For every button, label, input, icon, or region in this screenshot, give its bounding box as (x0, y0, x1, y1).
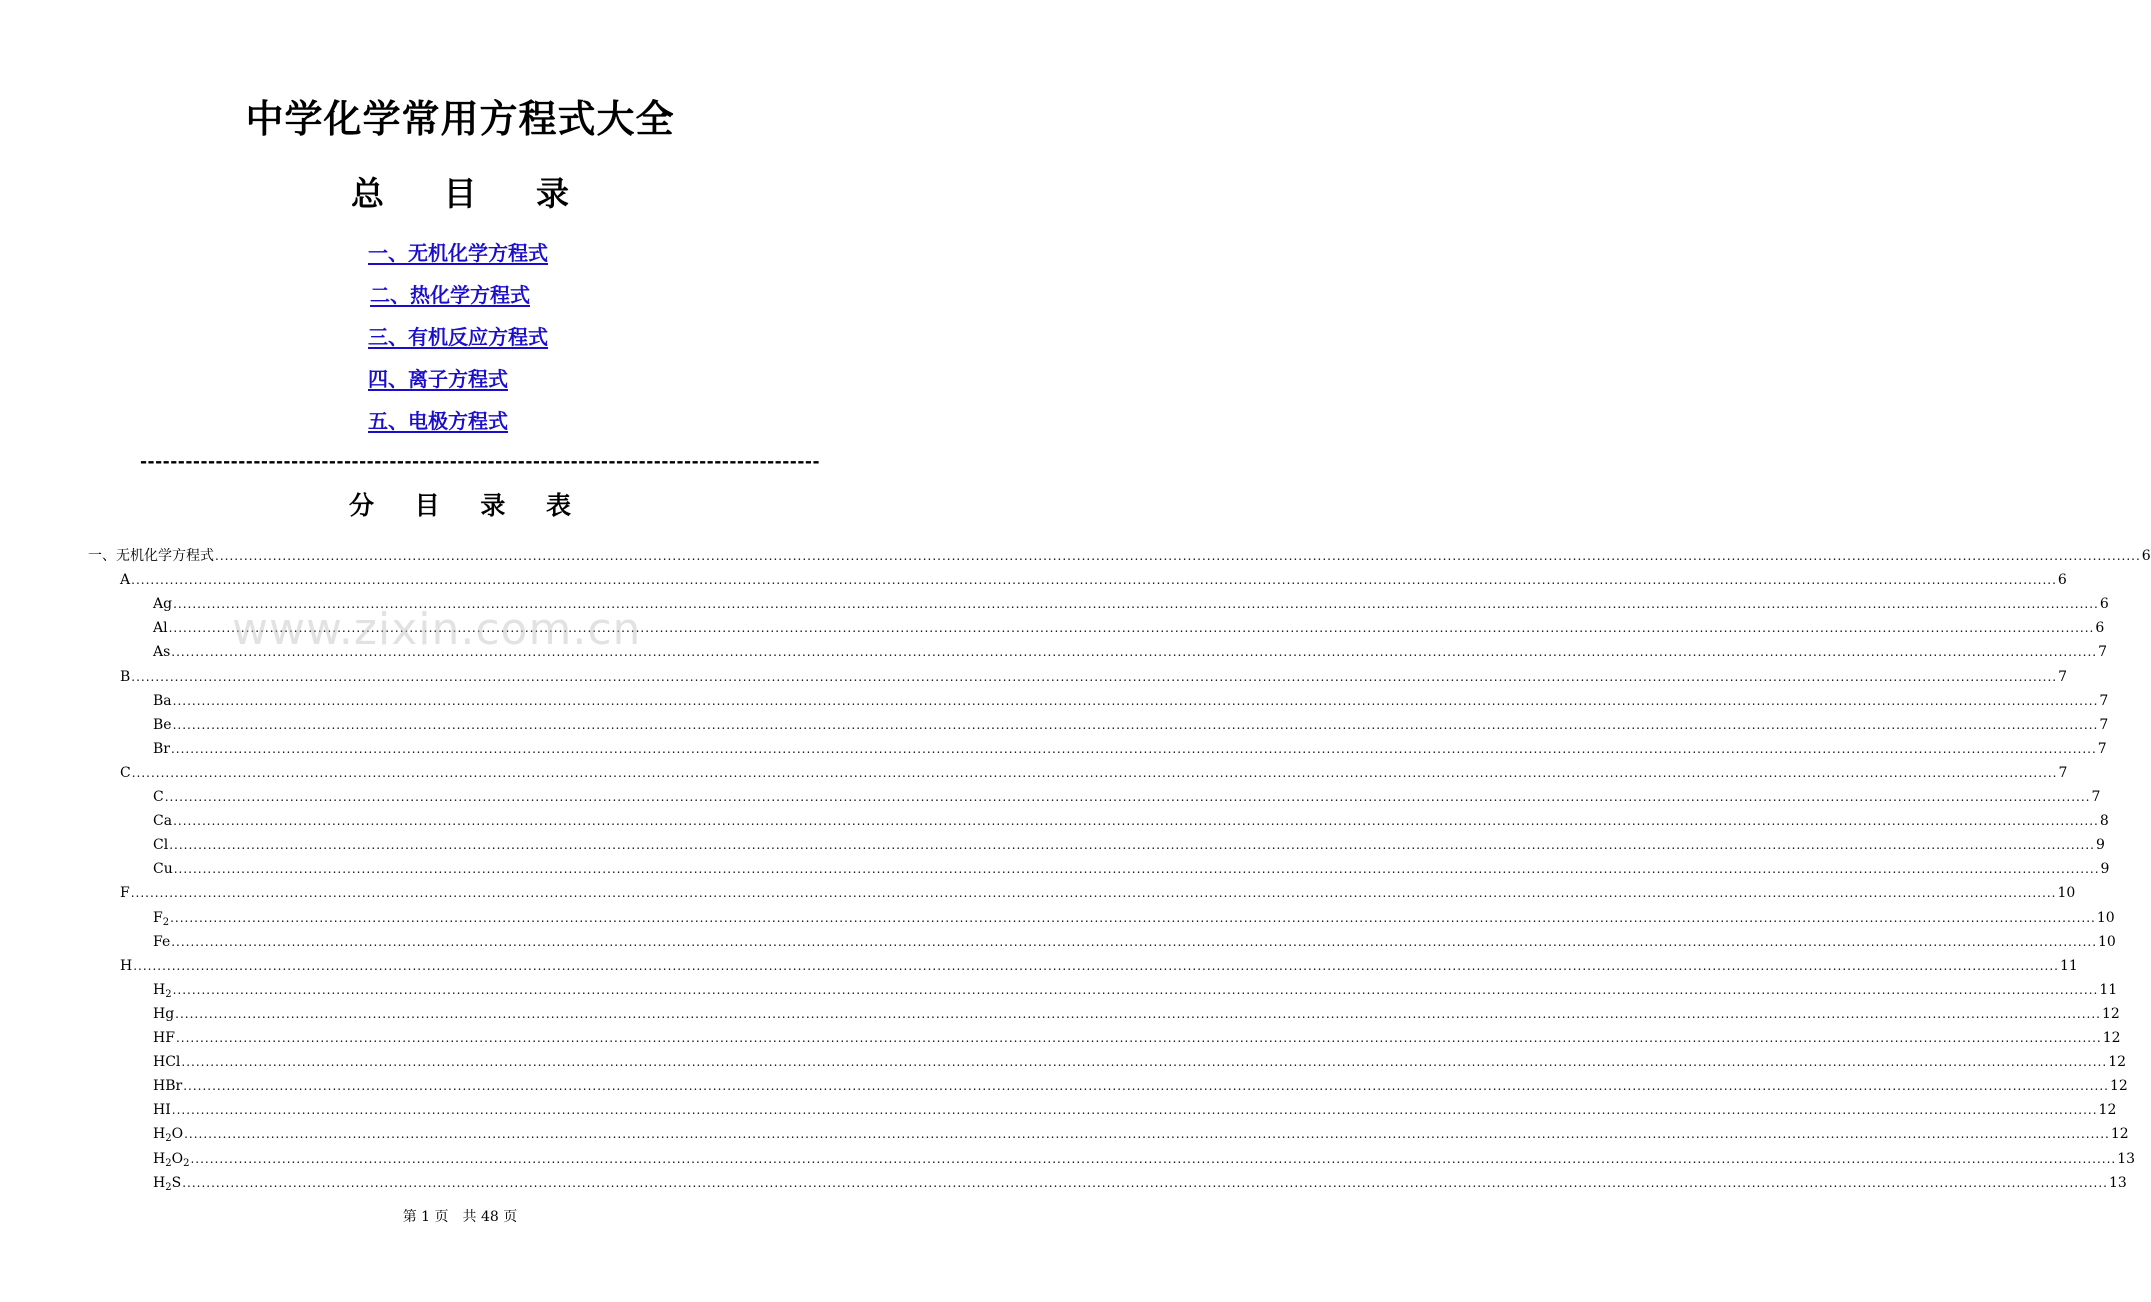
toc-link-ionic[interactable]: 四、离子方程式 (368, 367, 508, 391)
toc-entry-page: 12 (2101, 1005, 2120, 1022)
toc-entry-label: $H_2S$ (153, 1174, 182, 1193)
toc-leader-dots: ................................................................................................................................................................................................................................................................................................................................................................................................................ (173, 597, 2099, 612)
toc-leader-dots: ................................................................................................................................................................................................................................................................................................................................................................................................................ (130, 886, 2057, 901)
toc-leader-dots: ................................................................................................................................................................................................................................................................................................................................................................................................................ (190, 1151, 2117, 1166)
toc-leader-dots: ................................................................................................................................................................................................................................................................................................................................................................................................................ (170, 910, 2096, 925)
toc-entry-page: 13 (2117, 1150, 2136, 1167)
toc-entry[interactable] (153, 829, 2105, 854)
toc-entry-page: 7 (2098, 644, 2107, 661)
toc-leader-dots: ................................................................................................................................................................................................................................................................................................................................................................................................................ (172, 982, 2099, 997)
toc-link-organic[interactable]: 三、有机反应方程式 (368, 325, 548, 349)
toc-entry[interactable] (153, 1070, 2128, 1095)
toc-entry[interactable] (153, 588, 2109, 613)
toc-entry[interactable] (153, 781, 2101, 805)
toc-leader-dots: ................................................................................................................................................................................................................................................................................................................................................................................................................ (172, 693, 2099, 708)
toc-entry-page: 7 (2058, 668, 2067, 685)
toc-entry-label: HBr (153, 1078, 183, 1095)
toc-entry-label: $F_2$ (153, 909, 170, 928)
toc-entry-label: Ca (153, 813, 173, 830)
toc-entry[interactable] (153, 636, 2107, 661)
toc-leader-dots: ................................................................................................................................................................................................................................................................................................................................................................................................................ (172, 717, 2099, 732)
toc-entry[interactable] (153, 926, 2116, 950)
toc-entry[interactable] (153, 1167, 2127, 1193)
toc-entry-page: 12 (2110, 1126, 2129, 1143)
toc-entry-page: 10 (2096, 909, 2115, 926)
toc-leader-dots: ................................................................................................................................................................................................................................................................................................................................................................................................................ (168, 621, 2095, 636)
toc-entry[interactable] (120, 564, 2067, 589)
toc-entry-page: 11 (2099, 981, 2118, 998)
toc-leader-dots: ................................................................................................................................................................................................................................................................................................................................................................................................................ (171, 934, 2098, 949)
toc-entry-label: Hg (153, 1005, 175, 1022)
toc-leader-dots: ................................................................................................................................................................................................................................................................................................................................................................................................................ (131, 669, 2058, 684)
toc-entry-page: 10 (2057, 885, 2076, 902)
toc-entry[interactable] (153, 1022, 2121, 1046)
sub-toc-heading: 分 目 录 表 (348, 491, 588, 520)
toc-link-inorganic[interactable]: 一、无机化学方程式 (368, 241, 548, 265)
toc-leader-dots: ................................................................................................................................................................................................................................................................................................................................................................................................................ (164, 790, 2091, 804)
toc-entry[interactable] (153, 709, 2109, 733)
toc-entry-label: A (120, 572, 131, 589)
toc-leader-dots: ................................................................................................................................................................................................................................................................................................................................................................................................................ (131, 765, 2058, 780)
toc-entry-label: As (153, 644, 171, 661)
toc-entry[interactable] (153, 612, 2105, 637)
toc-entry-page: 7 (2091, 789, 2101, 805)
toc-entry-page: 6 (2099, 596, 2109, 613)
toc-entry-label: Ag (153, 596, 173, 613)
toc-entry-page: 12 (2102, 1030, 2121, 1046)
toc-leader-dots: ................................................................................................................................................................................................................................................................................................................................................................................................................ (131, 573, 2057, 588)
toc-entry-label: $H_2O$ (153, 1126, 184, 1145)
watermark: www.zixin.com.cn (232, 604, 642, 655)
toc-entry[interactable] (120, 877, 2076, 902)
toc-entry-page: 12 (2108, 1054, 2127, 1071)
toc-entry-label: Ba (153, 692, 172, 709)
toc-entry-label: Cu (153, 861, 173, 878)
toc-leader-dots: ................................................................................................................................................................................................................................................................................................................................................................................................................ (170, 741, 2097, 756)
toc-entry-label: HF (153, 1030, 175, 1046)
toc-leader-dots: ................................................................................................................................................................................................................................................................................................................................................................................................................ (182, 1175, 2108, 1190)
separator-line: ------------------------------------------------------------------------------------------ (140, 452, 821, 472)
toc-entry-label: Br (153, 740, 170, 757)
toc-leader-dots: ................................................................................................................................................................................................................................................................................................................................................................................................................ (181, 1055, 2108, 1070)
toc-entry[interactable] (88, 540, 2151, 564)
toc-leader-dots: ................................................................................................................................................................................................................................................................................................................................................................................................................ (175, 1031, 2102, 1045)
toc-entry-label: HI (153, 1102, 171, 1119)
toc-leader-dots: ................................................................................................................................................................................................................................................................................................................................................................................................................ (173, 862, 2100, 877)
toc-entry-label: 一、无机化学方程式 (88, 548, 214, 564)
toc-leader-dots: ................................................................................................................................................................................................................................................................................................................................................................................................................ (169, 838, 2095, 853)
toc-leader-dots: ................................................................................................................................................................................................................................................................................................................................................................................................................ (171, 1103, 2098, 1118)
toc-entry-page: 7 (2099, 692, 2109, 709)
toc-entry[interactable] (153, 685, 2109, 709)
toc-entry-label: $H_2$ (153, 981, 172, 1000)
toc-entry-page: 12 (2098, 1102, 2117, 1119)
toc-entry[interactable] (153, 1118, 2129, 1145)
toc-leader-dots: ................................................................................................................................................................................................................................................................................................................................................................................................................ (183, 1079, 2109, 1094)
toc-entry-label: Cl (153, 837, 169, 854)
main-toc (368, 236, 548, 446)
toc-entry[interactable] (120, 757, 2068, 781)
toc-entry-label: H (120, 957, 133, 974)
toc-entry-label: Al (153, 620, 168, 637)
toc-entry-page: 9 (2100, 861, 2110, 878)
page-footer: 第 1 页 共 48 页 (402, 1209, 518, 1225)
toc-entry[interactable] (153, 1046, 2127, 1071)
toc-entry-label: C (153, 789, 164, 805)
toc-entry[interactable] (153, 1094, 2117, 1119)
toc-entry-page: 6 (2141, 548, 2151, 564)
toc-entry-label: HCl (153, 1054, 181, 1071)
toc-leader-dots: ................................................................................................................................................................................................................................................................................................................................................................................................................ (173, 814, 2099, 829)
toc-leader-dots: ................................................................................................................................................................................................................................................................................................................................................................................................................ (133, 958, 2059, 973)
toc-entry-page: 10 (2098, 933, 2116, 950)
main-toc-heading: 总 目 录 (351, 174, 593, 213)
toc-entry-page: 9 (2095, 837, 2105, 854)
toc-entry[interactable] (153, 974, 2118, 1000)
toc-leader-dots: ................................................................................................................................................................................................................................................................................................................................................................................................................ (175, 1006, 2101, 1021)
toc-entry[interactable] (153, 998, 2120, 1022)
toc-leader-dots: ................................................................................................................................................................................................................................................................................................................................................................................................................ (171, 645, 2098, 660)
toc-link-electrode[interactable]: 五、电极方程式 (368, 409, 508, 433)
toc-leader-dots: ................................................................................................................................................................................................................................................................................................................................................................................................................ (215, 549, 2141, 563)
toc-entry-label: C (120, 764, 131, 781)
toc-entry-page: 12 (2109, 1078, 2128, 1095)
toc-entry[interactable] (153, 1143, 2136, 1169)
toc-entry[interactable] (120, 950, 2078, 974)
toc-entry[interactable] (120, 661, 2067, 685)
toc-entry-page: 7 (2058, 764, 2068, 781)
toc-entry-label: B (120, 668, 131, 685)
toc-entry[interactable] (153, 733, 2107, 757)
toc-leader-dots: ................................................................................................................................................................................................................................................................................................................................................................................................................ (184, 1127, 2110, 1142)
toc-entry-page: 6 (2095, 620, 2105, 637)
toc-link-thermochemical[interactable]: 二、热化学方程式 (370, 283, 530, 307)
toc-entry-page: 7 (2099, 716, 2109, 733)
toc-entry-page: 7 (2097, 740, 2107, 757)
toc-entry-page: 11 (2060, 957, 2078, 974)
toc-entry-label: Be (153, 716, 172, 733)
toc-entry-label: Fe (153, 933, 171, 950)
toc-entry[interactable] (153, 853, 2110, 878)
toc-entry[interactable] (153, 902, 2115, 928)
toc-entry-page: 8 (2099, 813, 2109, 830)
toc-entry-page: 13 (2108, 1174, 2127, 1191)
toc-entry-label: $H_2O_2$ (153, 1150, 190, 1169)
toc-entry-label: F (120, 885, 130, 902)
toc-entry[interactable] (153, 805, 2109, 830)
toc-entry-page: 6 (2057, 572, 2067, 589)
document-title: 中学化学常用方程式大全 (245, 97, 675, 141)
